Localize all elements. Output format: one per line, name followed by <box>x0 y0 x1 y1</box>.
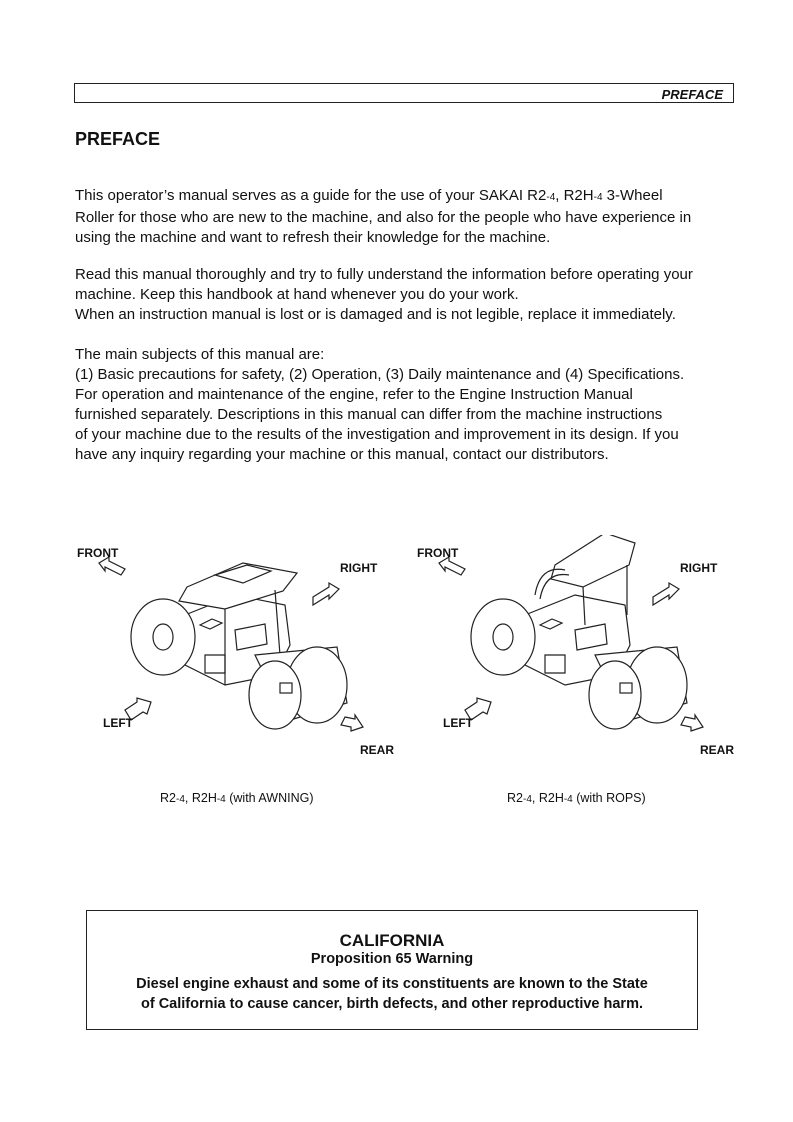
warning-text <box>87 974 697 1014</box>
label-rear: REAR <box>700 743 735 757</box>
subjects-line-1: The main subjects of this manual are: <box>75 346 325 363</box>
intro-line-3: using the machine and want to refresh their knowledge for the machine. <box>75 229 551 246</box>
prop65-warning-box <box>86 910 698 1030</box>
read-line-1: Read this manual thoroughly and try to fully understand the information before operating your <box>75 266 693 283</box>
read-line-2: machine. Keep this handbook at hand whenever you do your work. <box>75 286 519 303</box>
read-paragraph <box>75 265 745 325</box>
subjects-line-2: (1) Basic precautions for safety, (2) Operation, (3) Daily maintenance and (4) Specifications. <box>75 366 685 383</box>
intro-line-1: This operator’s manual serves as a guide for the use of your SAKAI R2-4, R2H-4 3-Wheel <box>75 187 663 204</box>
intro-line-2: Roller for those who are new to the machine, and also for the people who have experience in <box>75 209 692 226</box>
subjects-line-3: For operation and maintenance of the engine, refer to the Engine Instruction Manual <box>75 386 633 403</box>
warning-line-1: Diesel engine exhaust and some of its constituents are known to the State <box>136 976 648 992</box>
label-front: FRONT <box>77 546 119 560</box>
header-label: PREFACE <box>661 87 723 102</box>
caption-awning: R2-4, R2H-4 (with AWNING) <box>160 791 314 805</box>
header-box <box>74 83 734 103</box>
subjects-line-6: have any inquiry regarding your machine or this manual, contact our distributors. <box>75 446 609 463</box>
page-title: PREFACE <box>75 129 161 149</box>
label-rear: REAR <box>360 743 395 757</box>
label-left: LEFT <box>443 716 473 730</box>
warning-title: CALIFORNIA <box>339 931 445 950</box>
figure-rops <box>415 535 735 765</box>
warning-line-2: of California to cause cancer, birth defects, and other reproductive harm. <box>141 996 643 1012</box>
subjects-line-5: of your machine due to the results of the investigation and improvement in its design. If you <box>75 426 679 443</box>
caption-rops: R2-4, R2H-4 (with ROPS) <box>507 791 646 805</box>
read-line-3: When an instruction manual is lost or is damaged and is not legible, replace it immediately. <box>75 306 676 323</box>
subjects-line-4: furnished separately. Descriptions in this manual can differ from the machine instructions <box>75 406 663 423</box>
label-front: FRONT <box>417 546 459 560</box>
label-right: RIGHT <box>340 561 378 575</box>
label-left: LEFT <box>103 716 133 730</box>
intro-paragraph <box>75 186 745 248</box>
label-right: RIGHT <box>680 561 718 575</box>
warning-subtitle: Proposition 65 Warning <box>310 951 474 967</box>
subjects-paragraph <box>75 345 745 465</box>
figure-awning <box>75 535 395 765</box>
